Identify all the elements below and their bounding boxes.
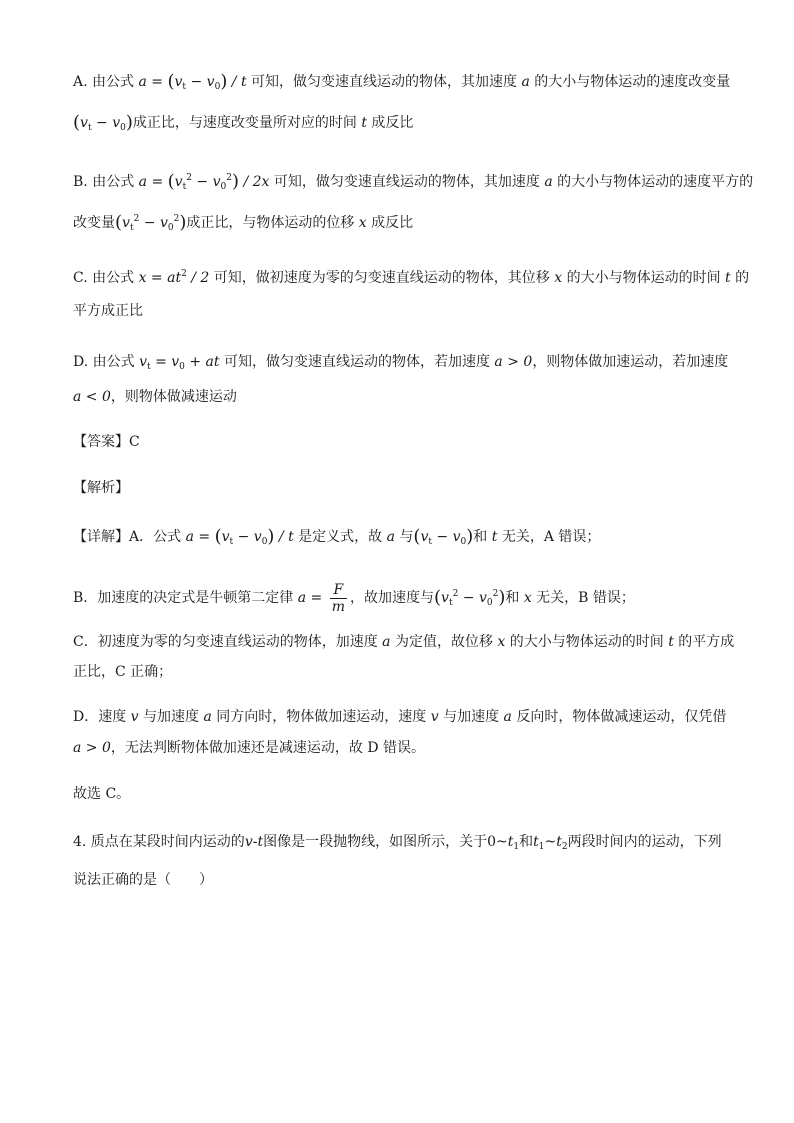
text: 和 <box>505 590 520 606</box>
text: ，故加速度与 <box>350 590 435 606</box>
var: x <box>519 590 537 606</box>
answer-line <box>73 432 723 452</box>
text: 是定义式，故 <box>298 529 383 545</box>
text: B. 由公式 <box>73 174 135 190</box>
formula: a > 0 <box>73 740 111 756</box>
formula: a > 0 <box>489 354 533 370</box>
text: 与加速度 <box>143 709 200 725</box>
var: v <box>126 709 144 725</box>
option-b-line1 <box>73 168 754 197</box>
text: C．初速度为零的匀变速直线运动的物体，加速度 <box>73 634 378 650</box>
formula: $(v_t^2 - v_0^2)$ <box>115 212 187 233</box>
var: t <box>720 270 736 286</box>
question-4-line2 <box>73 870 723 890</box>
text: ，则物体做加速运动，若加速度 <box>532 354 729 370</box>
var: a <box>499 709 517 725</box>
formula: $(v_t^2 - v_0^2)$ <box>434 587 506 608</box>
text: D．速度 <box>73 709 127 725</box>
text: 的大小与物体运动的时间 <box>566 270 721 286</box>
var: $t_2$ <box>556 834 568 852</box>
text: 与 <box>399 529 414 545</box>
text: ，则物体做减速运动 <box>110 389 237 405</box>
text: 的大小与物体运动的速度平方的 <box>557 174 754 190</box>
var: t <box>356 115 372 131</box>
option-b-line2 <box>73 209 723 238</box>
var: x <box>492 634 510 650</box>
formula: $(v_t - v_0)$ <box>413 526 474 547</box>
text: ，无法判断物体做加速还是减速运动，故 D 错误。 <box>110 740 426 756</box>
text: 可知，做匀变速直线运动的物体，其加速度 <box>251 74 518 90</box>
answer-value: C <box>129 434 140 450</box>
formula: a < 0 <box>73 389 111 405</box>
option-a-line1 <box>73 71 731 97</box>
answer-label: 【答案】 <box>73 434 129 450</box>
text: 同方向时，物体做加速运动，速度 <box>216 709 427 725</box>
text: 和 <box>473 529 488 545</box>
text: 可知，做初速度为零的匀变速直线运动的物体，其位移 <box>213 270 550 286</box>
var: a <box>199 709 217 725</box>
text: 无关，B 错误； <box>536 590 635 606</box>
formula: $a = (v_t - v_0) / t$ <box>134 71 252 92</box>
text: 平方成正比 <box>73 303 143 319</box>
text: 可知，做匀变速直线运动的物体，其加速度 <box>273 174 540 190</box>
question-4-line1 <box>73 832 723 857</box>
detail-d-line1 <box>73 707 727 727</box>
text: 改变量 <box>73 215 115 231</box>
var: v-t <box>244 834 264 850</box>
text: 说法正确的是（ ） <box>73 872 213 888</box>
text: 的大小与物体运动的速度改变量 <box>534 74 731 90</box>
conclusion-line <box>73 784 723 804</box>
text: 反向时，物体做减速运动，仅凭借 <box>516 709 727 725</box>
analysis-heading <box>73 478 723 498</box>
option-d-line2 <box>73 387 723 407</box>
var: t <box>663 634 679 650</box>
var: a <box>382 529 400 545</box>
text: A. 由公式 <box>73 74 135 90</box>
text: 的大小与物体运动的时间 <box>509 634 664 650</box>
text: 正比，C 正确； <box>73 664 173 680</box>
formula: $a = (v_t^2 - v_0^2) / 2x$ <box>134 171 274 192</box>
detail-d-line2 <box>73 738 723 758</box>
text: B．加速度的决定式是牛顿第二定律 <box>73 590 294 606</box>
detail-b-line <box>73 579 723 618</box>
formula: $(v_t - v_0)$ <box>73 112 133 133</box>
text: 与加速度 <box>443 709 500 725</box>
option-c-line1 <box>73 264 750 288</box>
var: a <box>377 634 395 650</box>
text: 4. 质点在某段时间内运动的 <box>73 834 245 850</box>
detail-c-line2 <box>73 662 723 682</box>
text: C. 由公式 <box>73 270 135 286</box>
text: 成正比，与物体运动的位移 <box>186 215 355 231</box>
var: v <box>426 709 444 725</box>
text: 成正比，与速度改变量所对应的时间 <box>132 115 357 131</box>
text: ~ <box>544 834 557 850</box>
var: x <box>354 215 372 231</box>
text: 成反比 <box>371 115 414 131</box>
formula: a = <box>293 590 327 606</box>
text: 图像是一段抛物线，如图所示，关于 <box>263 834 488 850</box>
option-d-line1 <box>73 352 729 377</box>
text: 两段时间内的运动，下列 <box>567 834 722 850</box>
fraction-f-over-m: $\frac{F}{m}$ <box>331 581 346 615</box>
text: 无关，A 错误； <box>501 529 601 545</box>
text: D. 由公式 <box>73 354 135 370</box>
formula: $x = at^2 / 2$ <box>134 269 214 286</box>
formula: $v_t = v_0$ + at <box>134 354 224 372</box>
text: 0~ <box>487 834 508 850</box>
var: a <box>539 174 558 190</box>
text: 和 <box>519 834 534 850</box>
text: 可知，做匀变速直线运动的物体，若加速度 <box>223 354 490 370</box>
text: 的 <box>735 270 750 286</box>
option-a-line2 <box>73 113 723 138</box>
var: $t_1$ <box>533 834 545 852</box>
text: 成反比 <box>371 215 414 231</box>
text: 【详解】A．公式 <box>73 529 182 545</box>
detail-a-line <box>73 527 723 552</box>
text: 的平方成 <box>678 634 735 650</box>
detail-c-line1 <box>73 632 735 652</box>
var: $t_1$ <box>507 834 520 852</box>
formula: $a = (v_t - v_0) / t$ <box>181 526 299 547</box>
option-c-line2 <box>73 301 723 321</box>
var: t <box>487 529 502 545</box>
var: a <box>517 74 535 90</box>
var: x <box>549 270 567 286</box>
text: 为定值，故位移 <box>394 634 493 650</box>
text: 故选 C。 <box>73 786 131 802</box>
analysis-label: 【解析】 <box>73 480 129 496</box>
